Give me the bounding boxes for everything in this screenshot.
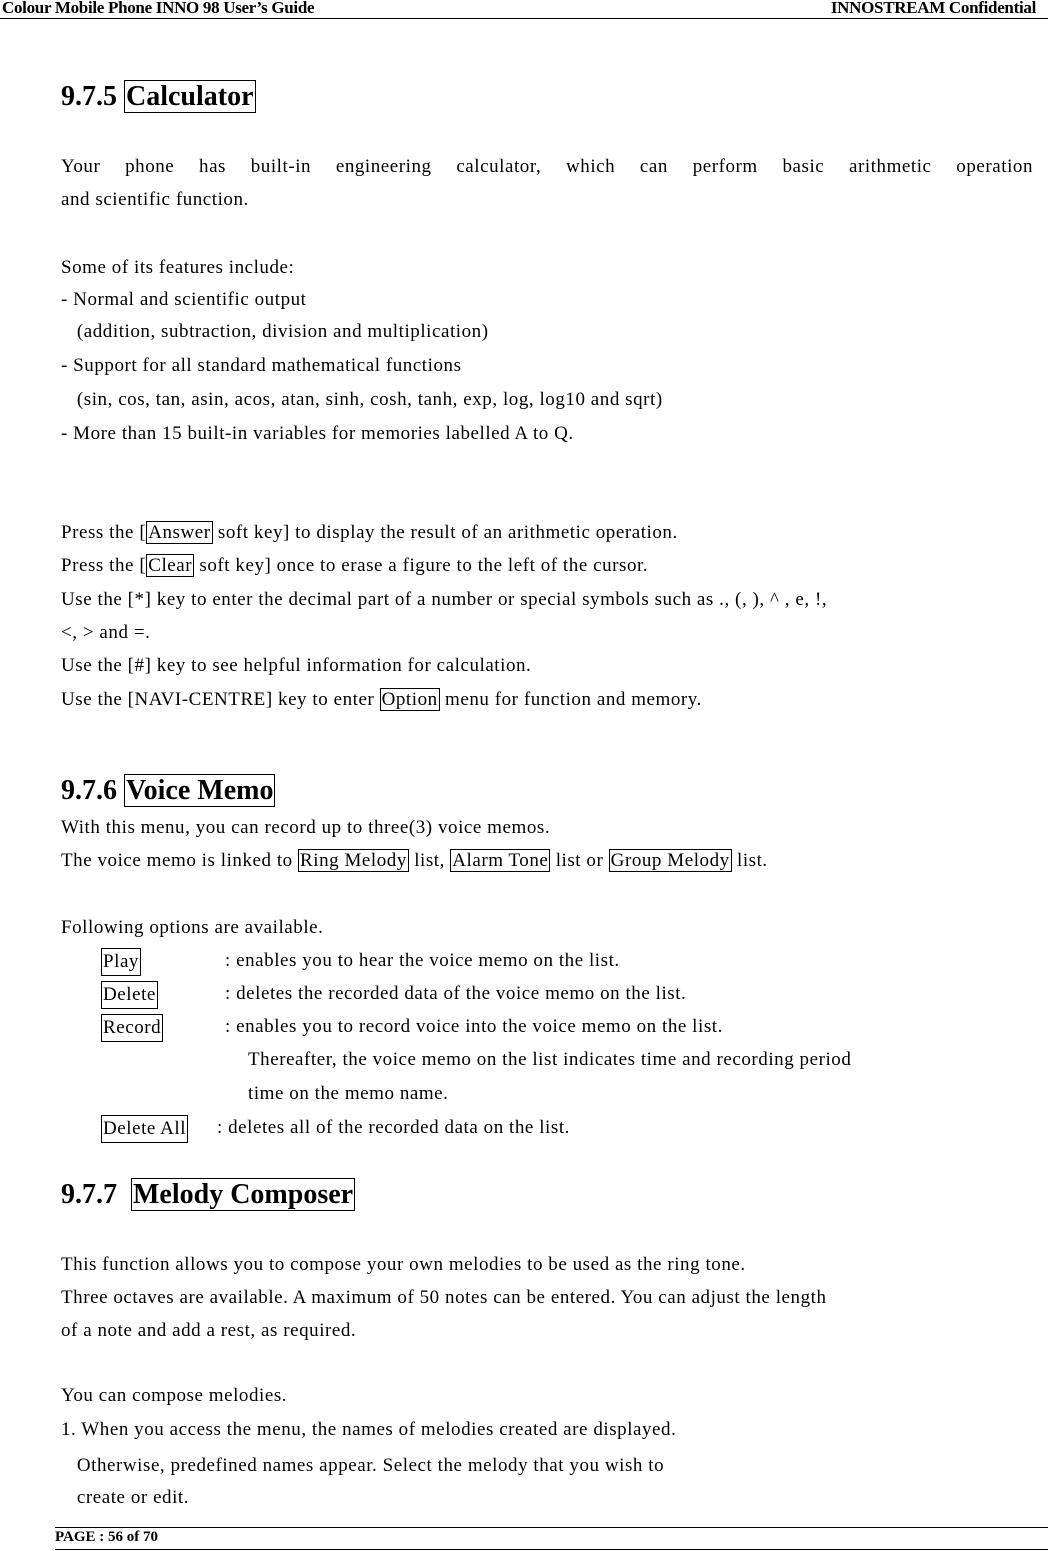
text: The voice memo is linked to <box>61 850 299 871</box>
page-number: PAGE : 56 of 70 <box>55 1529 159 1545</box>
step-1-line-3: create or edit. <box>61 1487 190 1508</box>
section-heading-calculator <box>61 79 256 115</box>
header-rule <box>0 18 1048 19</box>
text: soft key] to display the result of an arithmetic operation. <box>212 522 678 543</box>
header-title: Colour Mobile Phone INNO 98 User’s Guide <box>2 0 315 17</box>
features-title: Some of its features include: <box>61 257 295 278</box>
melody-para-1: This function allows you to compose your own melodies to be used as the ring tone. <box>61 1254 746 1275</box>
step-1-line-2: Otherwise, predefined names appear. Select the melody that you wish to <box>61 1455 665 1476</box>
option-record-label: Record <box>101 1014 163 1042</box>
text: list. <box>731 850 768 871</box>
clear-key-label: Clear <box>148 555 193 576</box>
option-play-label: Play <box>101 948 141 976</box>
section-title: Calculator <box>126 81 254 112</box>
star-instruction-1: Use the [*] key to enter the decimal part of a number or special symbols such as ., (, ), ^ , e, !, <box>61 589 828 610</box>
section-title: Voice Memo <box>126 775 274 806</box>
answer-instruction <box>61 520 678 546</box>
melody-para-4: You can compose melodies. <box>61 1385 288 1406</box>
option-record-desc-3: time on the memo name. <box>248 1083 449 1104</box>
footer-rule-bottom <box>55 1549 1048 1550</box>
feature-item: - Normal and scientific output <box>61 289 307 310</box>
answer-key-label: Answer <box>148 522 211 543</box>
section-number: 9.7.6 <box>61 775 117 806</box>
feature-item: (sin, cos, tan, asin, acos, atan, sinh, cosh, tanh, exp, log, log10 and sqrt) <box>61 389 663 410</box>
options-title: Following options are available. <box>61 917 324 938</box>
text: Use the [NAVI-CENTRE] key to enter <box>61 689 380 710</box>
star-instruction-2: <, > and =. <box>61 622 151 643</box>
clear-instruction <box>61 553 648 579</box>
voice-memo-line-1: With this menu, you can record up to three(3) voice memos. <box>61 817 551 838</box>
intro-line-2: and scientific function. <box>61 189 249 210</box>
text: list, <box>408 850 451 871</box>
text: Press the [ <box>61 522 147 543</box>
option-delete-label: Delete <box>101 981 158 1009</box>
text: Press the [ <box>61 555 147 576</box>
navi-instruction <box>61 687 702 713</box>
feature-item: (addition, subtraction, division and multiplication) <box>61 321 489 342</box>
option-delete-desc: : deletes the recorded data of the voice memo on the list. <box>225 983 687 1004</box>
text: menu for function and memory. <box>439 689 702 710</box>
group-melody-label: Group Melody <box>610 850 730 871</box>
text: list or <box>550 850 609 871</box>
option-delete-all-label: Delete All <box>101 1115 188 1143</box>
section-number: 9.7.7 <box>61 1179 117 1210</box>
text: soft key] once to erase a figure to the left of the cursor. <box>194 555 649 576</box>
option-record-desc-2: Thereafter, the voice memo on the list indicates time and recording period <box>248 1049 852 1070</box>
feature-item: - Support for all standard mathematical functions <box>61 355 462 376</box>
option-key-label: Option <box>381 689 438 710</box>
ring-melody-label: Ring Melody <box>300 850 407 871</box>
header-confidential: INNOSTREAM Confidential <box>830 0 1036 17</box>
step-1-line-1: 1. When you access the menu, the names of melodies created are displayed. <box>61 1419 677 1440</box>
voice-memo-line-2 <box>61 848 768 874</box>
option-record-desc: : enables you to record voice into the voice memo on the list. <box>225 1016 723 1037</box>
option-play-desc: : enables you to hear the voice memo on the list. <box>225 950 620 971</box>
melody-para-3: of a note and add a rest, as required. <box>61 1320 357 1341</box>
alarm-tone-label: Alarm Tone <box>452 850 549 871</box>
hash-instruction: Use the [#] key to see helpful information for calculation. <box>61 655 532 676</box>
feature-item: - More than 15 built-in variables for memories labelled A to Q. <box>61 423 574 444</box>
section-title: Melody Composer <box>133 1179 354 1210</box>
section-number: 9.7.5 <box>61 81 117 112</box>
section-heading-melody-composer <box>61 1177 355 1213</box>
option-delete-all-desc: : deletes all of the recorded data on the list. <box>217 1117 570 1138</box>
intro-line-1: Your phone has built-in engineering calculator, which can perform basic arithmetic operation <box>61 156 1033 177</box>
footer-rule-top <box>55 1527 1048 1528</box>
section-heading-voice-memo <box>61 773 275 809</box>
melody-para-2: Three octaves are available. A maximum of 50 notes can be entered. You can adjust the length <box>61 1287 827 1308</box>
